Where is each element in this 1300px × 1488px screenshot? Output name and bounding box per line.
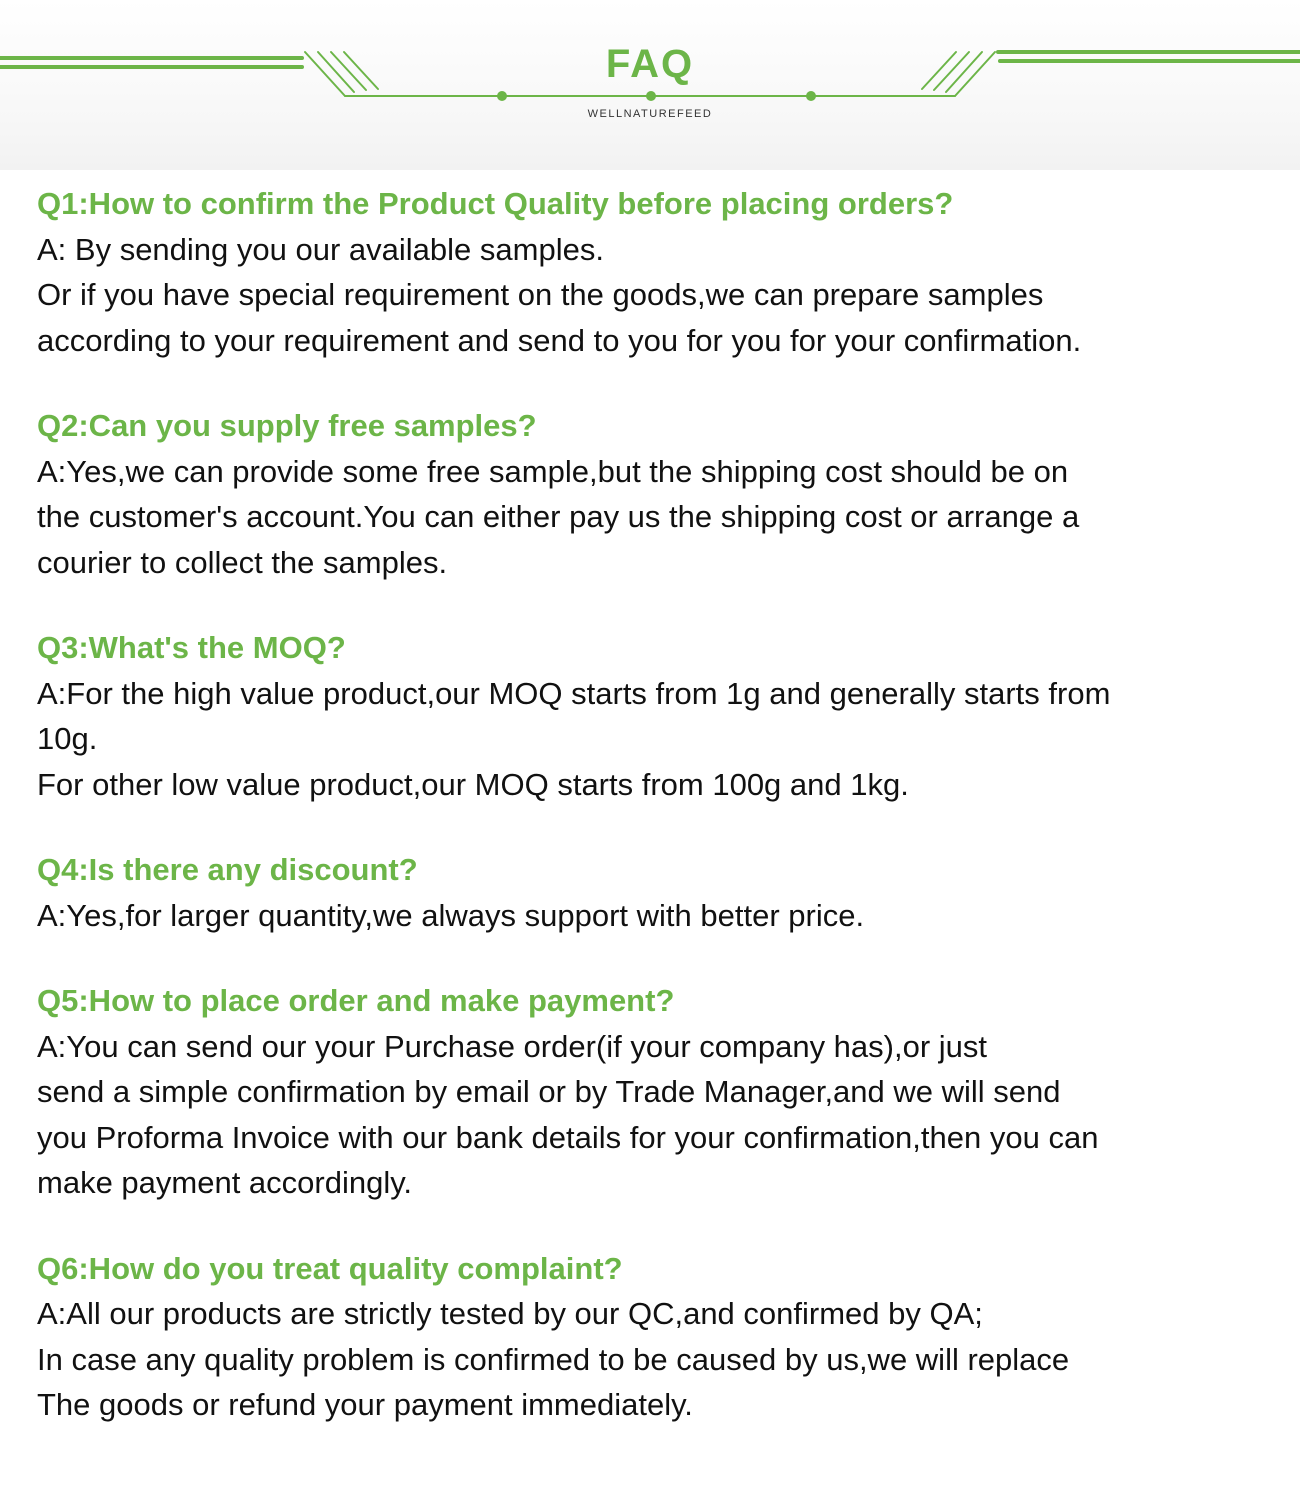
faq-answer-line: A:Yes,we can provide some free sample,but the shipping cost should be on (37, 453, 1069, 489)
faq-answer-line: make payment accordingly. (37, 1165, 413, 1200)
faq-question: Q3:What's the MOQ? (37, 630, 346, 665)
faq-answer-line: A: By sending you our available samples. (37, 231, 604, 267)
faq-item-2 (37, 403, 1287, 585)
faq-header (0, 0, 1300, 170)
faq-list (37, 181, 1287, 1428)
connector-dot-right (806, 91, 816, 101)
faq-answer-line: Or if you have special requirement on the goods,we can prepare samples (37, 277, 1044, 312)
faq-answer-line: For other low value product,our MOQ starts from 100g and 1kg. (37, 766, 909, 802)
connector-dot-left (497, 91, 507, 101)
connector-dot-center (646, 91, 656, 101)
faq-answer-line: the customer's account.You can either pay us the shipping cost or arrange a (37, 499, 1080, 534)
faq-answer-line: In case any quality problem is confirmed to be caused by us,we will replace (37, 1341, 1070, 1377)
faq-answer-line: A:You can send our your Purchase order(if your company has),or just (37, 1028, 988, 1064)
faq-answer-line: you Proforma Invoice with our bank details for your confirmation,then you can (37, 1119, 1099, 1155)
faq-question: Q1:How to confirm the Product Quality before placing orders? (37, 186, 954, 221)
faq-answer-line: 10g. (37, 721, 98, 756)
faq-question: Q6:How do you treat quality complaint? (37, 1250, 623, 1286)
faq-item-5 (37, 978, 1287, 1206)
faq-answer-line: A:Yes,for larger quantity,we always support with better price. (37, 897, 865, 933)
faq-item-6 (37, 1246, 1287, 1428)
faq-answer-line: send a simple confirmation by email or by Trade Manager,and we will send (37, 1074, 1061, 1109)
brand-name: WELLNATUREFEED (587, 108, 713, 120)
faq-answer-line: A:All our products are strictly tested by our QC,and confirmed by QA; (37, 1296, 983, 1331)
faq-item-3 (37, 625, 1287, 807)
page-title: FAQ (605, 42, 695, 86)
faq-answer-line: courier to collect the samples. (37, 544, 448, 580)
faq-answer-line: according to your requirement and send to you for you for your confirmation. (37, 322, 1082, 358)
faq-question: Q5:How to place order and make payment? (37, 983, 675, 1018)
faq-question: Q2:Can you supply free samples? (37, 408, 537, 443)
faq-answer-line: A:For the high value product,our MOQ starts from 1g and generally starts from (37, 675, 1111, 711)
faq-question: Q4:Is there any discount? (37, 852, 418, 887)
faq-answer-line: The goods or refund your payment immediately. (37, 1387, 693, 1422)
faq-item-4 (37, 847, 1287, 938)
faq-item-1 (37, 181, 1287, 363)
